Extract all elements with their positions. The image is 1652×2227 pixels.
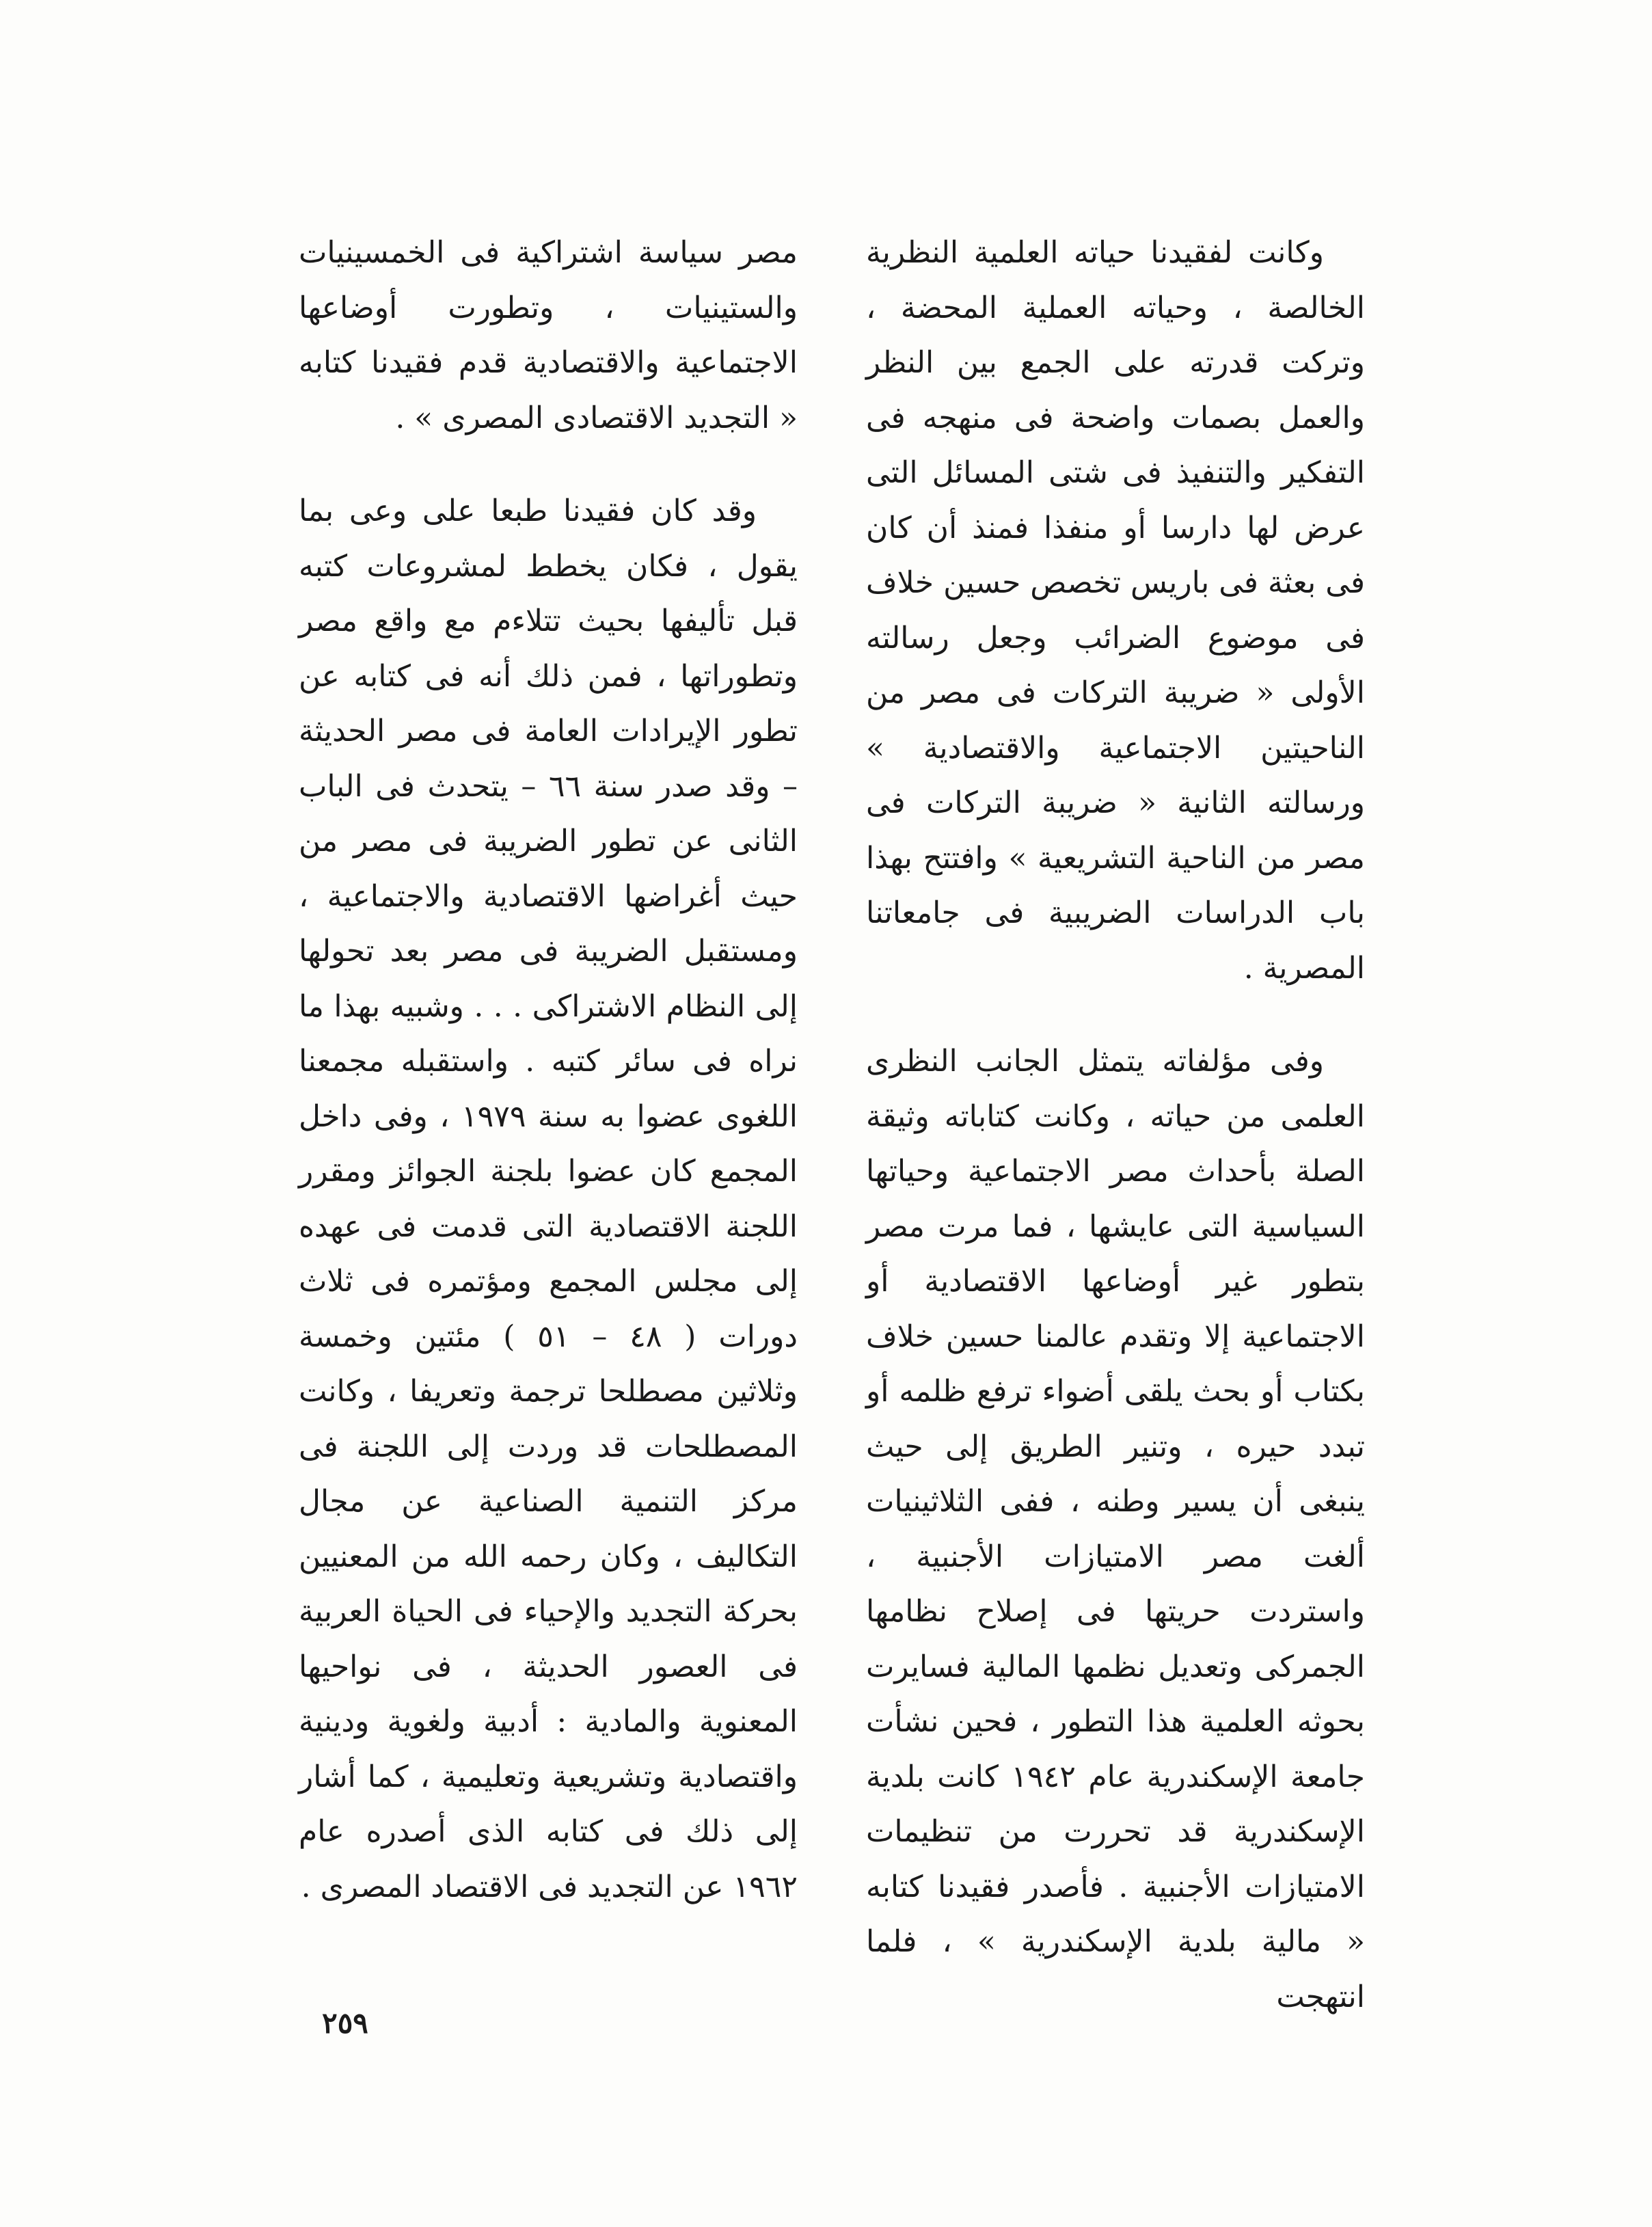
paragraph: وفى مؤلفاته يتمثل الجانب النظرى العلمى من حياته ، وكانت كتاباته وثيقة الصلة بأحداث مصر الاجتماعية وحياتها السياسية التى عايشها ، فما مرت مصر بتطور غير أوضاعها الاقتصادية أو الاجتماعية إلا وتقدم عالمنا حسين خلاف بكتاب أو بحث يلقى أضواء ترفع ظلمه أو تبدد حيره ، وتنير الطريق إلى حيث ينبغى أن يسير وطنه ، ففى الثلاثينيات ألغت مصر الامتيازات الأجنبية ، واستردت حريتها فى إصلاح نظامها الجمركى وتعديل نظمها المالية فسايرت بحوثه العلمية هذا التطور ، فحين نشأت جامعة الإسكندرية عام ١٩٤٢ كانت بلدية الإسكندرية قد تحررت من تنظيمات الامتيازات الأجنبية . فأصدر فقيدنا كتابه « مالية بلدية الإسكندرية » ، فلما انتهجت <box>866 1044 1365 2014</box>
text-column-left <box>299 226 798 1915</box>
page-number: ٢٥٩ <box>322 2006 368 2040</box>
paragraph: وكانت لفقيدنا حياته العلمية النظرية الخالصة ، وحياته العملية المحضة ، وتركت قدرته على الجمع بين النظر والعمل بصمات واضحة فى منهجه فى التفكير والتنفيذ فى شتى المسائل التى عرض لها دارسا أو منفذا فمنذ أن كان فى بعثة فى باريس تخصص حسين خلاف فى موضوع الضرائب وجعل رسالته الأولى « ضريبة التركات فى مصر من الناحيتين الاجتماعية والاقتصادية » ورسالته الثانية « ضريبة التركات فى مصر من الناحية التشريعية » وافتتح بهذا باب الدراسات الضريبية فى جامعاتنا المصرية . <box>866 235 1365 986</box>
text-column-right <box>866 226 1365 2025</box>
paragraph: مصر سياسة اشتراكية فى الخمسينيات والستينيات ، وتطورت أوضاعها الاجتماعية والاقتصادية قدم فقيدنا كتابه « التجديد الاقتصادى المصرى » . <box>299 235 798 435</box>
paragraph: وقد كان فقيدنا طبعا على وعى بما يقول ، فكان يخطط لمشروعات كتبه قبل تأليفها بحيث تتلاءم مع واقع مصر وتطوراتها ، فمن ذلك أنه فى كتابه عن تطور الإيرادات العامة فى مصر الحديثة – وقد صدر سنة ٦٦ – يتحدث فى الباب الثانى عن تطور الضريبة فى مصر من حيث أغراضها الاقتصادية والاجتماعية ، ومستقبل الضريبة فى مصر بعد تحولها إلى النظام الاشتراكى . . . وشبيه بهذا ما نراه فى سائر كتبه . واستقبله مجمعنا اللغوى عضوا به سنة ١٩٧٩ ، وفى داخل المجمع كان عضوا بلجنة الجوائز ومقرر اللجنة الاقتصادية التى قدمت فى عهده إلى مجلس المجمع ومؤتمره فى ثلاث دورات ( ٤٨ – ٥١ ) مئتين وخمسة وثلاثين مصطلحا ترجمة وتعريفا ، وكانت المصطلحات قد وردت إلى اللجنة فى مركز التنمية الصناعية عن مجال التكاليف ، وكان رحمه الله من المعنيين بحركة التجديد والإحياء فى الحياة العربية فى العصور الحديثة ، فى نواحيها المعنوية والمادية : أدبية ولغوية ودينية واقتصادية وتشريعية وتعليمية ، كما أشار إلى ذلك فى كتابه الذى أصدره عام ١٩٦٢ عن التجديد فى الاقتصاد المصرى . <box>299 494 798 1904</box>
